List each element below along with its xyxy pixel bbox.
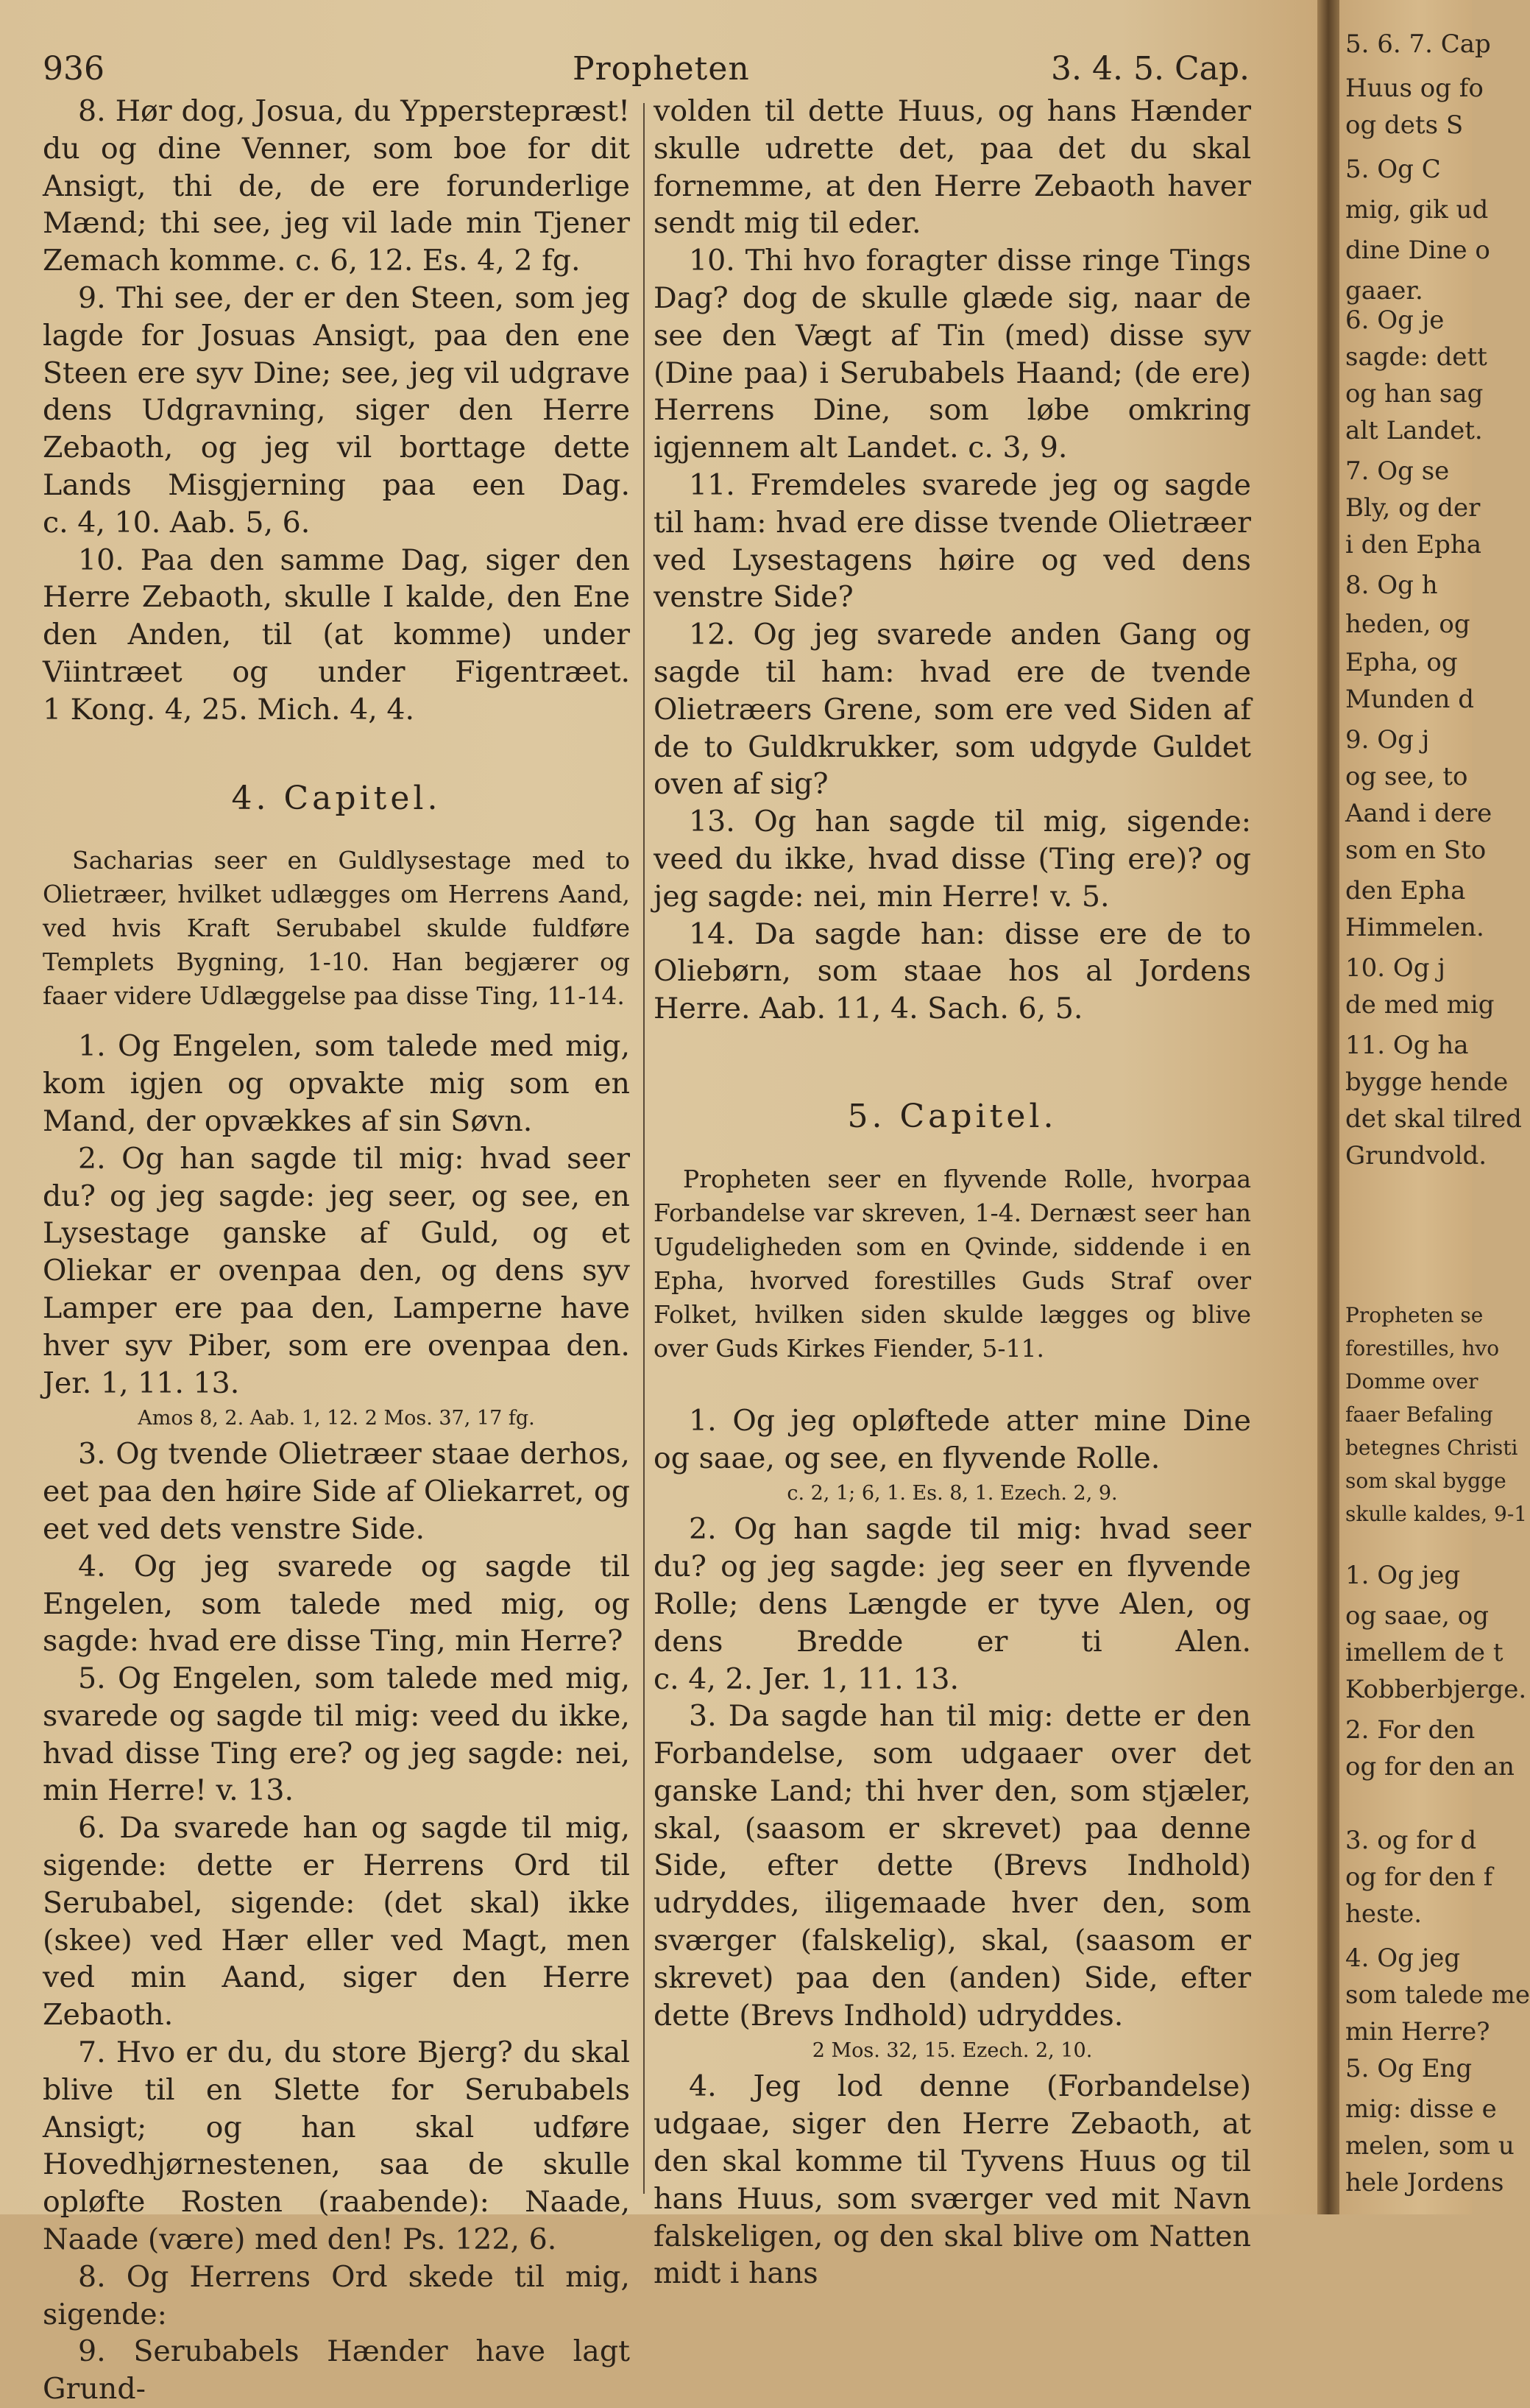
verse-5-4: 4. Jeg lod denne (Forbandelse) udgaae, siger den Herre Zebaoth, at den skal komme til Tyvens Huus og til hans Huus, som sværger ved mit Navn falskeligen, og den skal blive om Natten midt i hans — [654, 2069, 1251, 2291]
next-page-line: og for den f — [1345, 1863, 1493, 1892]
next-page-line: de med mig — [1345, 990, 1495, 1020]
next-page-line: mig: disse e — [1345, 2094, 1497, 2124]
next-page-line: melen, som u — [1345, 2131, 1515, 2161]
book-gutter — [1317, 0, 1339, 2214]
right-column — [654, 93, 1251, 2292]
next-page-line: Bly, og der — [1345, 493, 1481, 523]
next-page-line: gaaer. — [1345, 276, 1423, 306]
next-page-line: som talede me — [1345, 1980, 1530, 2010]
verse-reference: c. 4, 10. Aab. 5, 6. — [43, 505, 311, 540]
cross-reference: Amos 8, 2. Aab. 1, 12. 2 Mos. 37, 17 fg. — [138, 1407, 535, 1430]
next-page-line: Epha, og — [1345, 648, 1458, 677]
verse-5-3: 3. Da sagde han til mig: dette er den Forbandelse, som udgaaer over det ganske Land; thi hver den, som stjæler, skal, (saasom er skrevet) paa denne Side, efter dette (Brevs Indhold) udryddes, iligemaade hver den, som sværger (falskelig), skal, (saasom er skrevet) paa den (anden) Side, efter dette (Brevs Indhold) udryddes. — [654, 1699, 1251, 2033]
next-page-line: 11. Og ha — [1345, 1031, 1469, 1060]
next-page-line: skulle kaldes, 9-1 — [1345, 1502, 1528, 1526]
verse-reference: 1 Kong. 4, 25. Mich. 4, 4. — [43, 692, 415, 727]
next-page-line: Huus og fo — [1345, 74, 1484, 103]
next-page-line: og dets S — [1345, 110, 1464, 140]
next-page-line: som skal bygge — [1345, 1469, 1506, 1493]
next-page-line: 5. 6. 7. Cap — [1345, 29, 1491, 59]
verse-4-7: 7. Hvo er du, du store Bjerg? du skal blive til en Slette for Serubabels Ansigt; og han skal udføre Hovedhjørnestenen, saa de skulle opløfte Rosten (raabende): Naade, Naade (være) med den! Ps. 122, 6. — [43, 2035, 630, 2257]
page-number: 936 — [43, 50, 105, 88]
next-page-line: 4. Og jeg — [1345, 1943, 1461, 1973]
verse-4-5: 5. Og Engelen, som talede med mig, svarede og sagde til mig: veed du ikke, hvad disse Ting ere? og jeg sagde: nei, min Herre! v. 13. — [43, 1662, 630, 1808]
verse-4-11: 11. Fremdeles svarede jeg og sagde til ham: hvad ere disse tvende Olietræer ved Lysestagens høire og ved dens venstre Side? — [654, 467, 1251, 615]
column-divider — [643, 103, 645, 2194]
verse-reference: Ps. 122, 6. — [403, 2222, 557, 2257]
verse-4-12: 12. Og jeg svarede anden Gang og sagde til ham: hvad ere de tvende Olietræers Grene, som ere ved Siden af de to Guldkrukker, som udgyde Guldet oven af sig? — [654, 618, 1251, 802]
next-page-line: Domme over — [1345, 1369, 1478, 1394]
verse-5-2: 2. Og han sagde til mig: hvad seer du? og jeg sagde: jeg seer en flyvende Rolle; dens Længde er tyve Alen, og dens Bredde er ti Alen. c. 4, 2. Jer. 1, 11. 13. — [654, 1512, 1251, 1696]
next-page-line: dine Dine o — [1345, 236, 1490, 265]
next-page-line: 8. Og h — [1345, 571, 1438, 600]
next-page-line: og for den an — [1345, 1752, 1515, 1782]
verse-3-10: 10. Paa den samme Dag, siger den Herre Zebaoth, skulle I kalde, den Ene den Anden, til (at komme) under Viintræet og under Figentræet. 1 Kong. 4, 25. Mich. 4, 4. — [43, 543, 630, 727]
verse-4-4: 4. Og jeg svarede og sagde til Engelen, som talede med mig, og sagde: hvad ere disse Ting, min Herre? — [43, 1549, 630, 1659]
verse-4-13: 13. Og han sagde til mig, sigende: veed du ikke, hvad disse (Ting ere)? og jeg sagde: nei, min Herre! v. 5. — [654, 805, 1251, 914]
verse-reference: v. 5. — [1050, 879, 1110, 914]
chapter-range: 3. 4. 5. Cap. — [1051, 50, 1250, 88]
cross-reference: 2 Mos. 32, 15. Ezech. 2, 10. — [812, 2039, 1093, 2063]
next-page-line: og see, to — [1345, 762, 1468, 791]
verse-4-2: 2. Og han sagde til mig: hvad seer du? og jeg sagde: jeg seer, og see, en Lysestage ganske af Guld, og et Oliekar er ovenpaa den, og dens syv Lamper ere paa den, Lamperne have hver syv Piber, som ere ovenpaa den. Jer. 1, 11. 13. — [43, 1141, 630, 1400]
next-page-line: 1. Og jeg — [1345, 1561, 1461, 1590]
verse-4-1: 1. Og Engelen, som talede med mig, kom igjen og opvakte mig som en Mand, der opvækkes af sin Søvn. — [43, 1029, 630, 1138]
next-page-line: bygge hende — [1345, 1067, 1509, 1097]
next-page-line: Himmelen. — [1345, 913, 1484, 942]
next-page-line: betegnes Christi — [1345, 1436, 1518, 1460]
next-page-line: min Herre? — [1345, 2017, 1490, 2047]
verse-reference: c. 4, 2. Jer. 1, 11. 13. — [654, 1662, 960, 1696]
next-page-line: 9. Og j — [1345, 725, 1430, 755]
next-page-line: sagde: dett — [1345, 342, 1487, 372]
next-page-line: mig, gik ud — [1345, 195, 1489, 225]
verse-4-10: 10. Thi hvo foragter disse ringe Tings Dag? dog de skulle glæde sig, naar de see den Vægt af Tin (med) disse syv (Dine paa) i Serubabels Haand; (de ere) Herrens Dine, som løbe omkring igjennem alt Landet. c. 3, 9. — [654, 244, 1251, 465]
next-page-line: imellem de t — [1345, 1638, 1504, 1667]
next-page-line: som en Sto — [1345, 836, 1487, 865]
left-column — [43, 93, 630, 2408]
verse-reference: Jer. 1, 11. 13. — [43, 1366, 240, 1400]
chapter-5-heading: 5. Capitel. — [847, 1097, 1058, 1135]
next-page-line: i den Epha — [1345, 530, 1482, 559]
chapter-5-summary: Propheten seer en flyvende Rolle, hvorpaa Forbandelse var skreven, 1-4. Dernæst seer han Ugudeligheden som en Qvinde, siddende i en Epha, hvorved forestilles Guds Straf over Folket, hvilken siden skulde lægges og blive over Guds Kirkes Fiender, 5-11. — [654, 1164, 1251, 1363]
verse-4-14: 14. Da sagde han: disse ere de to Oliebørn, som staae hos al Jordens Herre. Aab. 11, 4. Sach. 6, 5. — [654, 917, 1251, 1026]
next-page-line: Aand i dere — [1345, 799, 1492, 828]
verse-4-6: 6. Da svarede han og sagde til mig, sigende: dette er Herrens Ord til Serubabel, sigende: (det skal) ikke (skee) ved Hær eller ved Magt, men ved min Aand, siger den Herre Zebaoth. — [43, 1811, 630, 2033]
page-header — [43, 50, 1250, 94]
next-page-line: 5. Og C — [1345, 155, 1441, 184]
chapter-4-summary: Sacharias seer en Guldlysestage med to Olietræer, hvilket udlægges om Herrens Aand, ved hvis Kraft Serubabel skulde fuldføre Templets Bygning, 1-10. Han begjærer og faaer videre Udlæggelse paa disse Ting, 11-14. — [43, 846, 630, 1011]
next-page-line: og han sag — [1345, 379, 1484, 409]
verse-4-3: 3. Og tvende Olietræer staae derhos, eet paa den høire Side af Oliekarret, og eet ved dets venstre Side. — [43, 1437, 630, 1546]
running-title: Propheten — [573, 50, 750, 88]
verse-reference: c. 6, 12. Es. 4, 2 fg. — [295, 244, 581, 278]
verse-reference: v. 13. — [216, 1773, 294, 1808]
next-page-line: 6. Og je — [1345, 306, 1445, 335]
verse-reference: Aab. 11, 4. Sach. 6, 5. — [759, 992, 1083, 1026]
next-page-line: den Epha — [1345, 876, 1466, 905]
next-page-line: heden, og — [1345, 610, 1470, 639]
next-page-line: hele Jordens — [1345, 2168, 1504, 2197]
next-page-line: det skal tilred — [1345, 1104, 1522, 1134]
verse-4-9-continued: volden til dette Huus, og hans Hænder skulle udrette det, paa det du skal fornemme, at den Herre Zebaoth haver sendt mig til eder. — [654, 94, 1251, 241]
next-page-line: Grundvold. — [1345, 1141, 1487, 1171]
cross-reference: c. 2, 1; 6, 1. Es. 8, 1. Ezech. 2, 9. — [787, 1482, 1118, 1505]
next-page-line: Propheten se — [1345, 1303, 1484, 1327]
verse-3-8: 8. Hør dog, Josua, du Ypperstepræst! du og dine Venner, som boe for dit Ansigt, thi de, de ere forunderlige Mænd; thi see, jeg vil lade min Tjener Zemach komme. c. 6, 12. Es. 4, 2 fg. — [43, 94, 630, 278]
next-page-line: 10. Og j — [1345, 953, 1445, 983]
next-page-line: 7. Og se — [1345, 456, 1450, 486]
chapter-4-heading: 4. Capitel. — [231, 779, 442, 817]
next-page-line: faaer Befaling — [1345, 1402, 1493, 1427]
next-page-line: alt Landet. — [1345, 416, 1483, 445]
verse-4-9: 9. Serubabels Hænder have lagt Grund- — [43, 2334, 630, 2407]
verse-5-1: 1. Og jeg opløftede atter mine Dine og saae, og see, en flyvende Rolle. — [654, 1403, 1251, 1475]
next-page-line: 3. og for d — [1345, 1826, 1477, 1855]
verse-reference: c. 3, 9. — [968, 431, 1068, 465]
next-page-line: og saae, og — [1345, 1601, 1490, 1631]
next-page-line: Munden d — [1345, 685, 1474, 714]
next-page-line: 5. Og Eng — [1345, 2054, 1473, 2083]
next-page-line: 2. For den — [1345, 1715, 1476, 1745]
verse-4-8: 8. Og Herrens Ord skede til mig, sigende: — [43, 2259, 630, 2331]
next-page-line: heste. — [1345, 1899, 1423, 1929]
next-page-line: forestilles, hvo — [1345, 1336, 1500, 1360]
next-page-edge — [1339, 0, 1530, 2214]
next-page-line: Kobberbjerge. — [1345, 1675, 1527, 1704]
verse-3-9: 9. Thi see, der er den Steen, som jeg lagde for Josuas Ansigt, paa den ene Steen ere syv Dine; see, jeg vil udgrave dens Udgravning, siger den Herre Zebaoth, og jeg vil borttage dette Lands Misgjerning paa een Dag. c. 4, 10. Aab. 5, 6. — [43, 280, 630, 540]
